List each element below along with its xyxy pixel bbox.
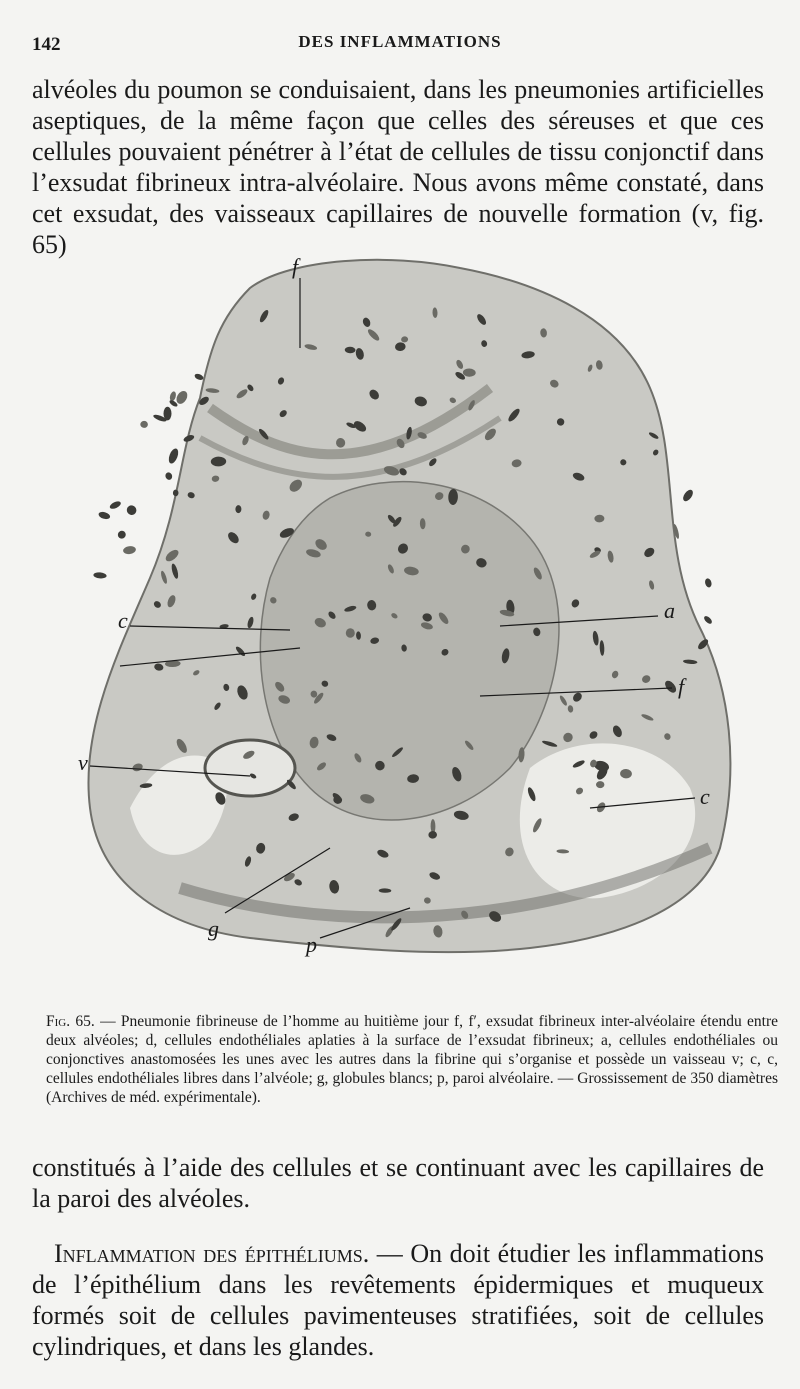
cell-nucleus [194, 373, 205, 381]
cell-nucleus [125, 504, 138, 517]
label-a: a [664, 598, 675, 623]
label-p: p [306, 932, 317, 957]
section-text: On doit étudier les inflammations de l’épithélium dans les revêtements épidermiques et muqueux formés soit de cellules pavimenteuses stratifiées, soit de cellules cylindriques, et dans les glandes. [32, 1239, 764, 1361]
paragraph-1: alvéoles du poumon se conduisaient, dans les pneumonies artificielles aseptiques, de la même façon que celles des séreuses et que ces cellules pouvaient pénétrer à l’état de cellules de tissu conjonctif dans l’exsudat fibrineux intra-alvéolaire. Nous avons même constaté, dans cet exsudat, des vaisseaux capillaires de nouvelle formation (v, fig. 65) [32, 75, 764, 259]
vessel-v [205, 740, 295, 796]
cell-nucleus [140, 421, 148, 428]
paragraph-2: constitués à l’aide des cellules et se continuant avec les capillaires de la paroi des alvéoles. [32, 1153, 764, 1213]
cell-nucleus [98, 511, 111, 521]
label-c-left: c [118, 608, 128, 633]
cell-nucleus [169, 391, 177, 402]
histology-drawing [60, 248, 780, 978]
cell-nucleus [704, 578, 712, 589]
cell-nucleus [116, 529, 127, 540]
cell-nucleus [703, 615, 714, 625]
label-c-right: c [700, 784, 710, 809]
cell-nucleus [93, 572, 107, 579]
figure-65-illustration [60, 248, 780, 978]
paragraph-3 [32, 1238, 764, 1362]
running-head: DES INFLAMMATIONS [298, 32, 502, 51]
caption-text: — Pneumonie fibrineuse de l’homme au huitième jour f, f′, exsudat fibrineux inter-alvéolaire étendu entre deux alvéoles; d, cellules endothéliales aplaties à la surface de l’exsudat fibrineux; a, cellules endothéliales ou conjonctives anastomosées les unes avec les autres dans la fibrine qui s’organise et possède un vaisseau v; c, c, cellules endothéliales libres dans l’alvéole; g, globules blancs; p, paroi alvéolaire. — Grossissement de 350 diamètres (Archives de méd. expérimentale). [46, 1013, 778, 1106]
cell-nucleus [123, 545, 137, 555]
caption-figure-number: Fig. 65. [46, 1013, 95, 1030]
section-separator: — [369, 1239, 411, 1268]
page-number: 142 [32, 34, 61, 55]
label-f-top: f [292, 254, 299, 279]
cell-nucleus [109, 500, 122, 510]
figure-caption [46, 1012, 778, 1107]
cell-nucleus [167, 447, 180, 465]
label-g: g [208, 916, 219, 941]
cell-nucleus [164, 471, 173, 481]
cell-nucleus [681, 488, 695, 503]
cell-nucleus [346, 628, 355, 638]
label-v: v [78, 750, 88, 775]
cell-nucleus [164, 407, 172, 421]
label-f-right: f [678, 674, 685, 699]
section-title: Inflammation des épithéliums. [54, 1239, 370, 1268]
